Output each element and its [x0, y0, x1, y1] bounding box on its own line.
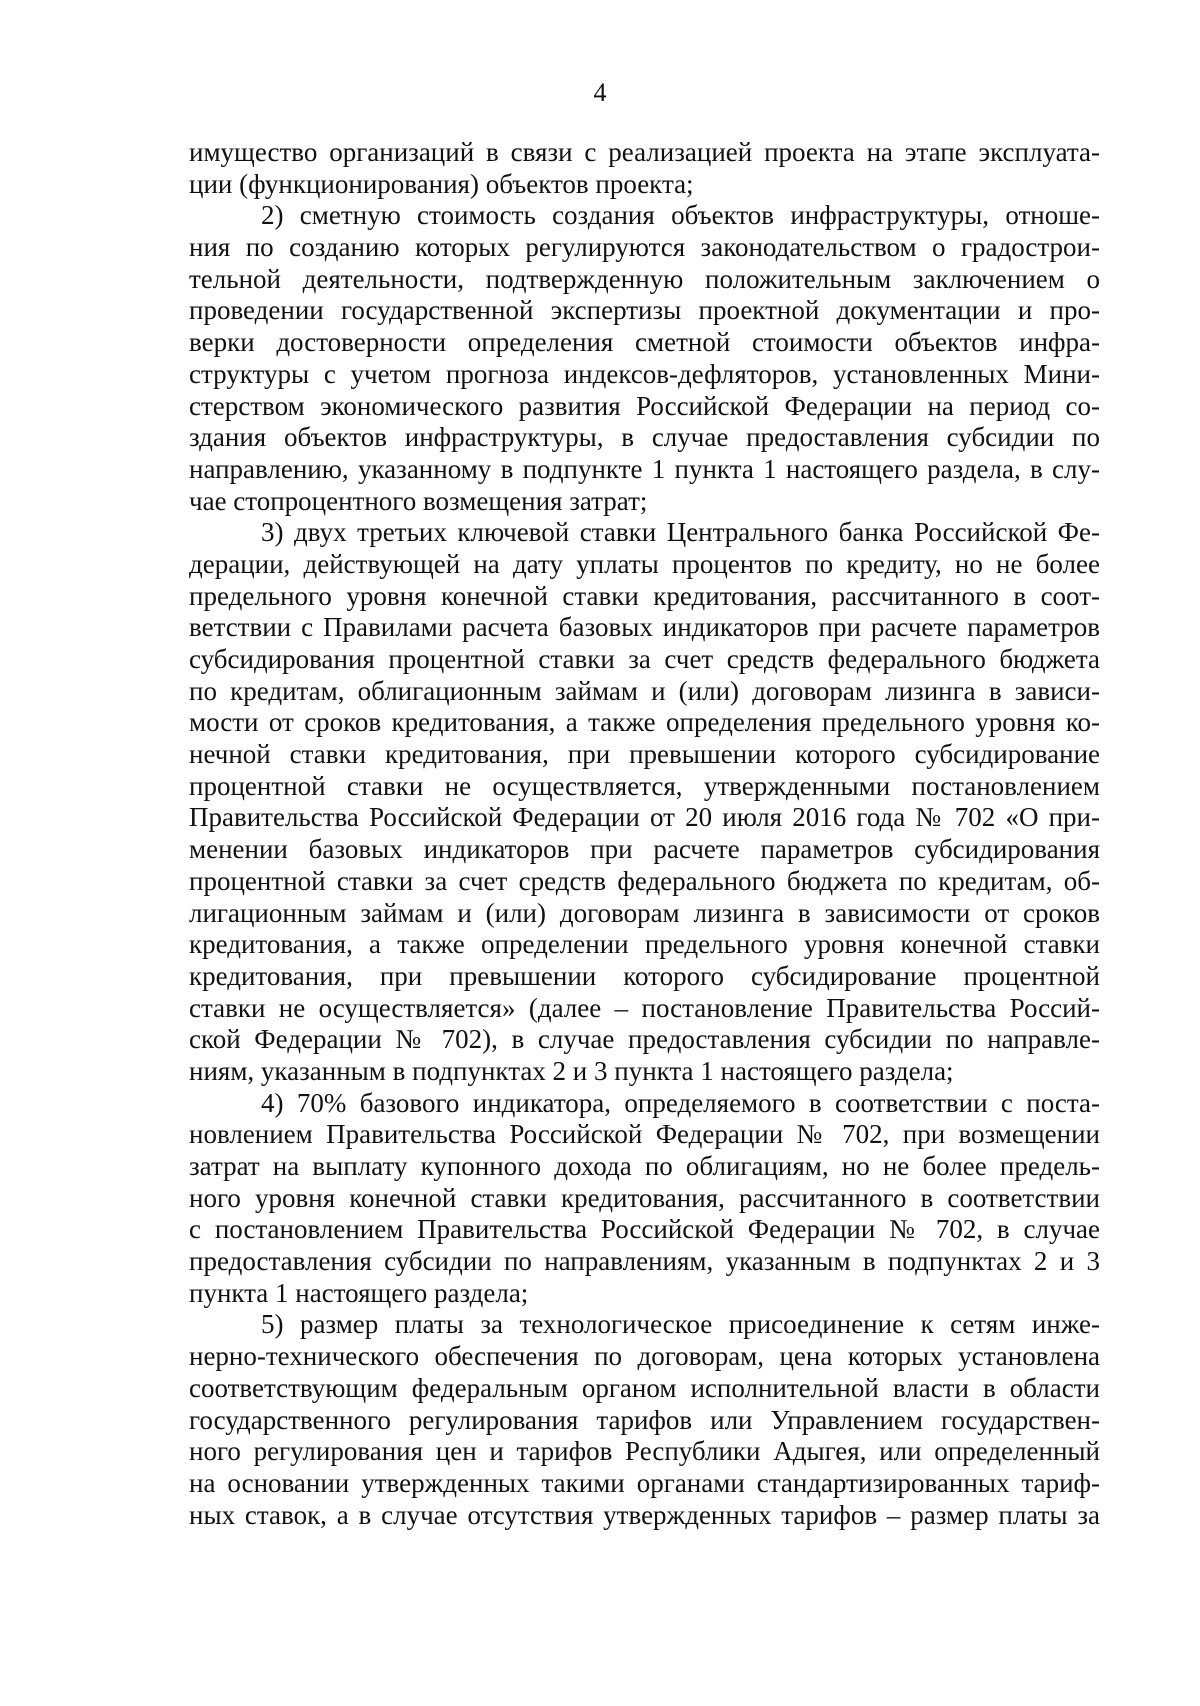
text-line: имущество организаций в связи с реализацией проекта на этапе эксплуата- [189, 137, 1100, 167]
text-line: 5) размер платы за технологическое присоединение к сетям инже- [261, 1309, 1100, 1340]
text-line: на основании утвержденных такими органами стандартизированных тариф- [189, 1467, 1100, 1498]
text-line: 4) 70% базового индикатора, определяемого в соответствии с поста- [261, 1087, 1100, 1118]
paragraph-item-3 [189, 517, 1100, 1087]
text-line: лигационным займам и (или) договорам лизинга в зависимости от сроков [189, 897, 1100, 928]
text-line: предоставления субсидии по направлениям, указанным в подпунктах 2 и 3 [189, 1246, 1100, 1277]
paragraph-item-2 [189, 200, 1100, 517]
text-line: новлением Правительства Российской Федерации № 702, при возмещении [189, 1119, 1100, 1150]
text-line: Правительства Российской Федерации от 20 июля 2016 года № 702 «О при- [189, 802, 1100, 833]
text-line: по кредитам, облигационным займам и (или) договорам лизинга в зависи- [189, 675, 1100, 706]
text-line: с постановлением Правительства Российской Федерации № 702, в случае [189, 1214, 1100, 1245]
text-line: ных ставок, а в случае отсутствия утвержденных тарифов – размер платы за [189, 1499, 1100, 1530]
text-line: чае стопроцентного возмещения затрат; [189, 485, 648, 516]
text-line: тельной деятельности, подтвержденную положительным заключением о [189, 263, 1100, 294]
text-line: процентной ставки не осуществляется, утвержденными постановлением [189, 770, 1100, 801]
text-line: процентной ставки за счет средств федерального бюджета по кредитам, об- [189, 865, 1100, 896]
text-line: кредитования, а также определении предельного уровня конечной ставки [189, 929, 1100, 960]
text-line: мости от сроков кредитования, а также определения предельного уровня ко- [189, 707, 1100, 738]
page-number: 4 [593, 78, 607, 107]
text-line: ской Федерации № 702), в случае предоставления субсидии по направле- [189, 1024, 1100, 1055]
text-line: ветствии с Правилами расчета базовых индикаторов при расчете параметров [189, 612, 1100, 643]
text-line: проведении государственной экспертизы проектной документации и про- [189, 295, 1100, 326]
text-line: ставки не осуществляется» (далее – постановление Правительства Россий- [189, 992, 1100, 1023]
text-line: верки достоверности определения сметной стоимости объектов инфра- [189, 327, 1100, 358]
text-line: ного регулирования цен и тарифов Республики Адыгея, или определенный [189, 1436, 1100, 1467]
text-line: структуры с учетом прогноза индексов-дефляторов, установленных Мини- [189, 358, 1100, 389]
text-line: государственного регулирования тарифов или Управлением государствен- [189, 1404, 1100, 1435]
text-line: 2) сметную стоимость создания объектов инфраструктуры, отноше- [261, 200, 1100, 231]
text-line: субсидирования процентной ставки за счет средств федерального бюджета [189, 644, 1100, 674]
text-line: направлению, указанному в подпункте 1 пункта 1 настоящего раздела, в слу- [189, 453, 1100, 484]
text-line: предельного уровня конечной ставки кредитования, рассчитанного в соот- [189, 580, 1100, 611]
paragraph-item-5 [189, 1309, 1100, 1531]
text-line: ния по созданию которых регулируются законодательством о градострои- [189, 232, 1100, 263]
text-line: кредитования, при превышении которого субсидирование процентной [189, 960, 1100, 991]
text-line: соответствующим федеральным органом исполнительной власти в области [189, 1372, 1100, 1403]
document-body [189, 137, 1100, 1531]
text-line: ции (функционирования) объектов проекта; [189, 168, 694, 199]
text-line: 3) двух третьих ключевой ставки Центрального банка Российской Фе- [261, 517, 1100, 548]
text-line: стерством экономического развития Российской Федерации на период со- [189, 390, 1100, 421]
text-line: менении базовых индикаторов при расчете параметров субсидирования [189, 834, 1100, 865]
text-line: дерации, действующей на дату уплаты процентов по кредиту, но не более [189, 548, 1100, 579]
text-line: ниям, указанным в подпунктах 2 и 3 пункта 1 настоящего раздела; [189, 1055, 954, 1086]
paragraph-continuation [189, 137, 1100, 200]
paragraph-item-4 [189, 1088, 1100, 1310]
text-line: здания объектов инфраструктуры, в случае предоставления субсидии по [189, 422, 1100, 453]
text-line: пункта 1 настоящего раздела; [189, 1277, 529, 1308]
text-line: нерно-технического обеспечения по договорам, цена которых установлена [189, 1341, 1100, 1372]
text-line: затрат на выплату купонного дохода по облигациям, но не более предель- [189, 1151, 1100, 1181]
text-line: ного уровня конечной ставки кредитования, рассчитанного в соответствии [189, 1182, 1100, 1213]
text-line: нечной ставки кредитования, при превышении которого субсидирование [189, 739, 1100, 770]
